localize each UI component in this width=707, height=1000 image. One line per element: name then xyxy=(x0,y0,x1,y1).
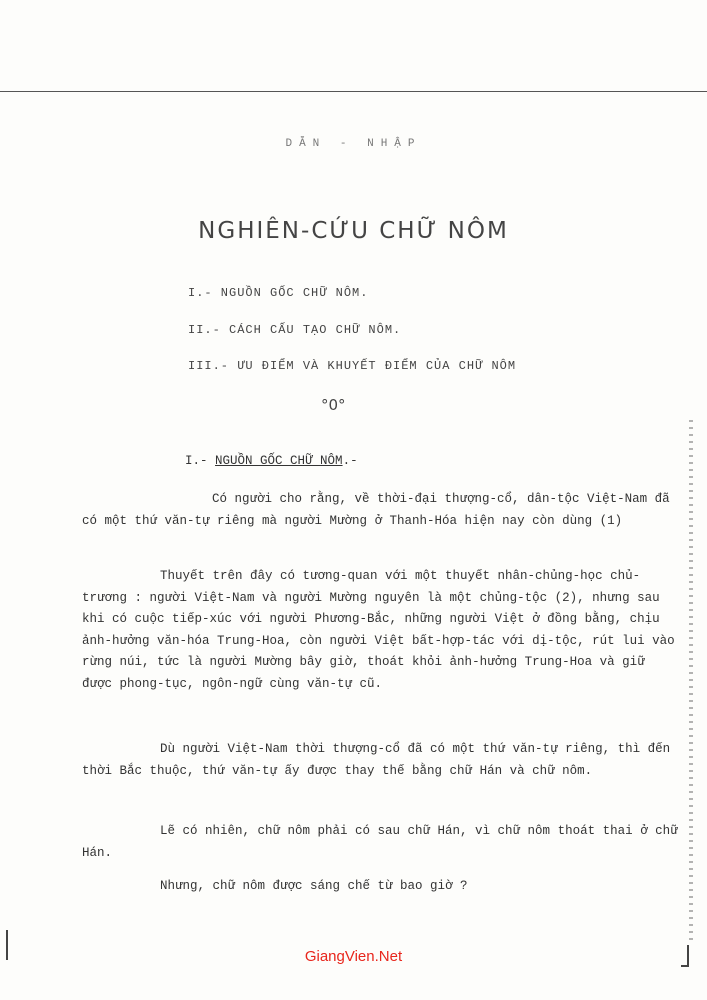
section-number: I.- xyxy=(185,454,208,468)
paragraph: Có người cho rằng, về thời-đại thượng-cổ, dân-tộc Việt-Nam đã có một thứ văn-tự riêng mà người Mường ở Thanh-Hóa hiện nay còn dùng (1) xyxy=(82,492,670,528)
toc-item: I.- NGUỒN GỐC CHỮ NÔM. xyxy=(188,286,369,300)
section-heading xyxy=(185,454,358,468)
scan-edge-specks xyxy=(689,420,693,940)
toc-item: II.- CÁCH CẤU TẠO CHỮ NÔM. xyxy=(188,323,402,337)
toc-item: III.- ƯU ĐIỂM VÀ KHUYẾT ĐIỂM CỦA CHỮ NÔM xyxy=(188,359,517,373)
page-header: DẪN - NHẬP xyxy=(285,138,422,150)
paragraph: Thuyết trên đây có tương-quan với một thuyết nhân-chủng-học chủ-trương : người Việt-Nam và người Mường nguyên là một chủng-tộc (2), nhưng sau khi có cuộc tiếp-xúc với người Phương-Bắc, những người Việt ở đồng bằng, chịu ảnh-hưởng văn-hóa Trung-Hoa, còn người Việt bất-hợp-tác với dị-tộc, rút lui vào rừng núi, tức là người Mường bây giờ, thoát khỏi ảnh-hưởng Trung-Hoa và giữ được phong-tục, ngôn-ngữ cùng văn-tự cũ. xyxy=(82,569,675,691)
section-suffix: .- xyxy=(342,454,358,468)
paragraph: Dù người Việt-Nam thời thượng-cổ đã có một thứ văn-tự riêng, thì đến thời Bắc thuộc, thứ văn-tự ấy được thay thế bằng chữ Hán và chữ nôm. xyxy=(82,742,671,778)
section-title: NGUỒN GỐC CHỮ NÔM xyxy=(215,454,343,468)
paragraph: Nhưng, chữ nôm được sáng chế từ bao giờ ? xyxy=(160,879,468,893)
page-title: NGHIÊN-CỨU CHỮ NÔM xyxy=(198,218,509,244)
paragraph: Lẽ có nhiên, chữ nôm phải có sau chữ Hán, vì chữ nôm thoát thai ở chữ Hán. xyxy=(82,824,678,860)
top-rule xyxy=(0,91,707,92)
watermark-site: GiangVien.Net xyxy=(304,948,403,965)
ornament-divider: °0° xyxy=(321,396,346,414)
